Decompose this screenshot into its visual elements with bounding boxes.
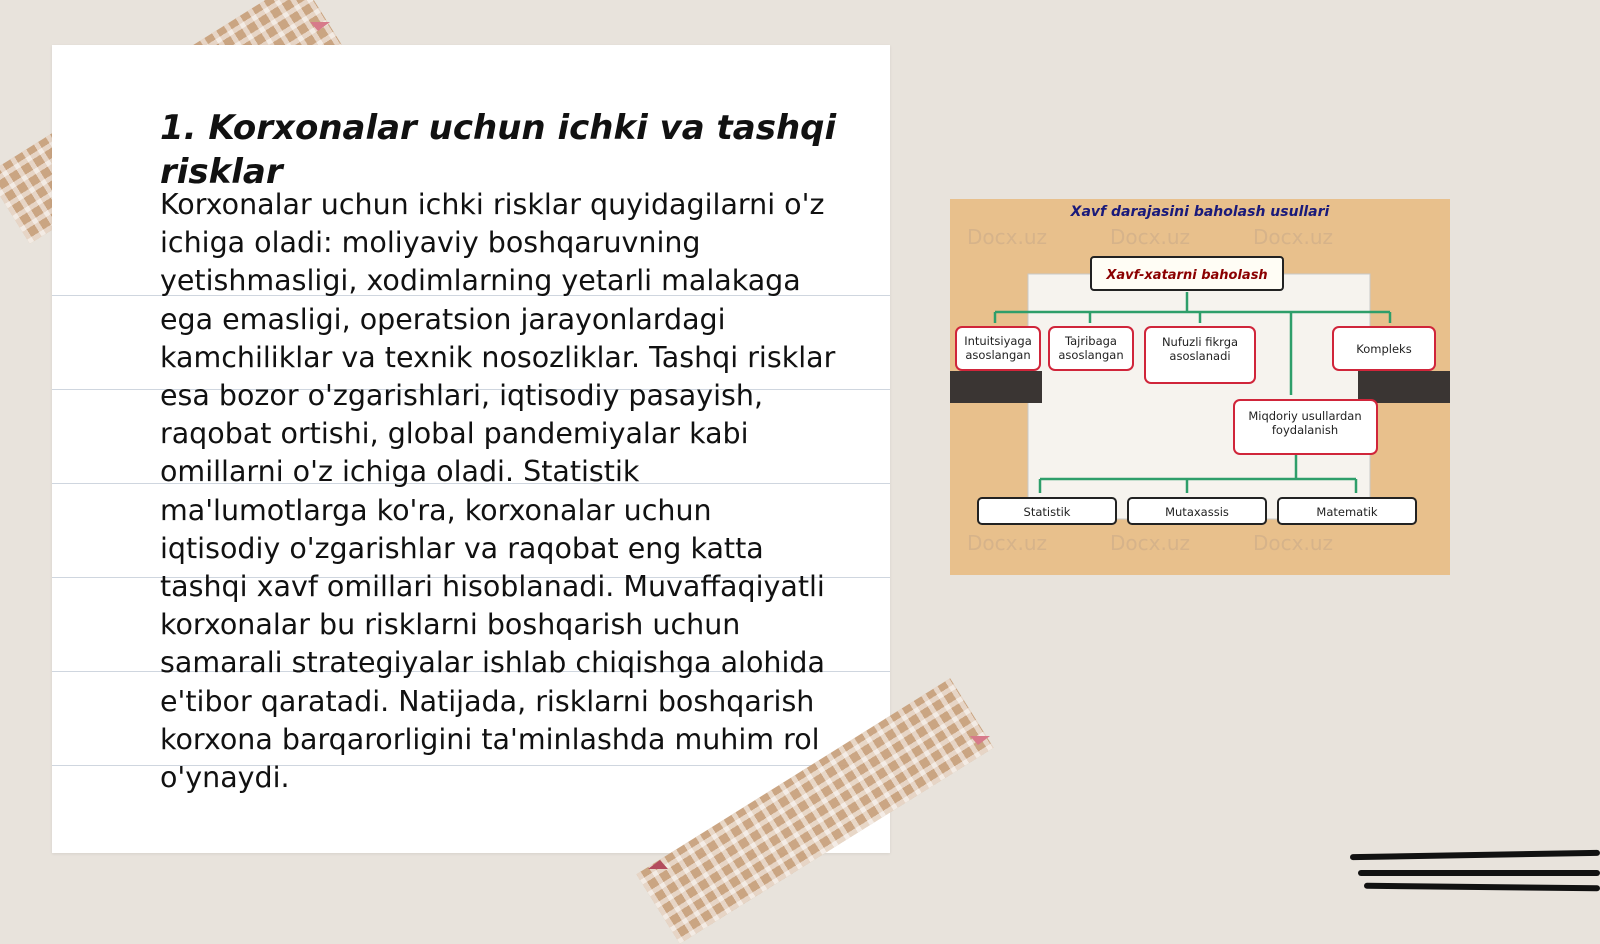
node-quantitative-label: foydalanish [1271, 423, 1339, 437]
node-intuition-label: Intuitsiyaga [964, 334, 1032, 348]
diagram-band-right [1358, 371, 1450, 403]
watermark-text: Docx.uz [1253, 225, 1333, 249]
node-mathematical-label: Matematik [1316, 505, 1378, 519]
slide-body-text: Korxonalar uchun ichki risklar quyidagilarni o'z ichiga oladi: moliyaviy boshqaruvning yetishmasligi, xodimlarning yetarli malakaga ega emasligi, operatsion jarayonlardagi kamchiliklar va texnik nosozliklar. Tashqi risklar esa bozor o'zgarishlari, iqtisodiy pasayish, raqobat ortishi, global pandemiyalar kabi omillarni o'z ichiga oladi. Statistik ma'lumotlarga ko'ra, korxonalar uchun iqtisodiy o'zgarishlar va raqobat eng katta tashqi xavf omillari hisoblanadi. Muvaffaqiyatli korxonalar bu risklarni boshqarish uchun samarali strategiyalar ishlab chiqishga alohida e'tibor qaratadi. Natijada, risklarni boshqarish korxona barqarorligini ta'minlashda muhim rol o'ynaydi. [160, 188, 836, 795]
node-quantitative-label: Miqdoriy usullardan [1248, 409, 1362, 423]
node-expert-label: Mutaxassis [1165, 505, 1229, 519]
slide-title: 1. Korxonalar uchun ichki va tashqi risklar [160, 108, 837, 192]
node-statistical-label: Statistik [1023, 505, 1071, 519]
watermark-text: Docx.uz [1110, 531, 1190, 555]
tape-corner-decoration [310, 22, 330, 31]
node-intuition-label: asoslangan [965, 348, 1031, 362]
node-authority-label: asoslanadi [1169, 349, 1231, 363]
watermark-text: Docx.uz [1110, 225, 1190, 249]
node-experience-label: Tajribaga [1065, 334, 1117, 348]
node-authority-label: Nufuzli fikrga [1161, 335, 1239, 349]
root-node-label: Xavf-xatarni baholash [1106, 268, 1268, 283]
diagram-title: Xavf darajasini baholash usullari [1070, 204, 1330, 220]
risk-assessment-diagram [950, 199, 1450, 575]
tape-corner-decoration [648, 860, 668, 869]
tape-corner-decoration [970, 736, 990, 745]
node-complex-label: Kompleks [1356, 342, 1412, 356]
decorative-brush-strokes [1350, 840, 1600, 900]
watermark-text: Docx.uz [967, 225, 1047, 249]
diagram-band-left [950, 371, 1042, 403]
watermark-text: Docx.uz [1253, 531, 1333, 555]
node-experience-label: asoslangan [1058, 348, 1124, 362]
watermark-text: Docx.uz [967, 531, 1047, 555]
